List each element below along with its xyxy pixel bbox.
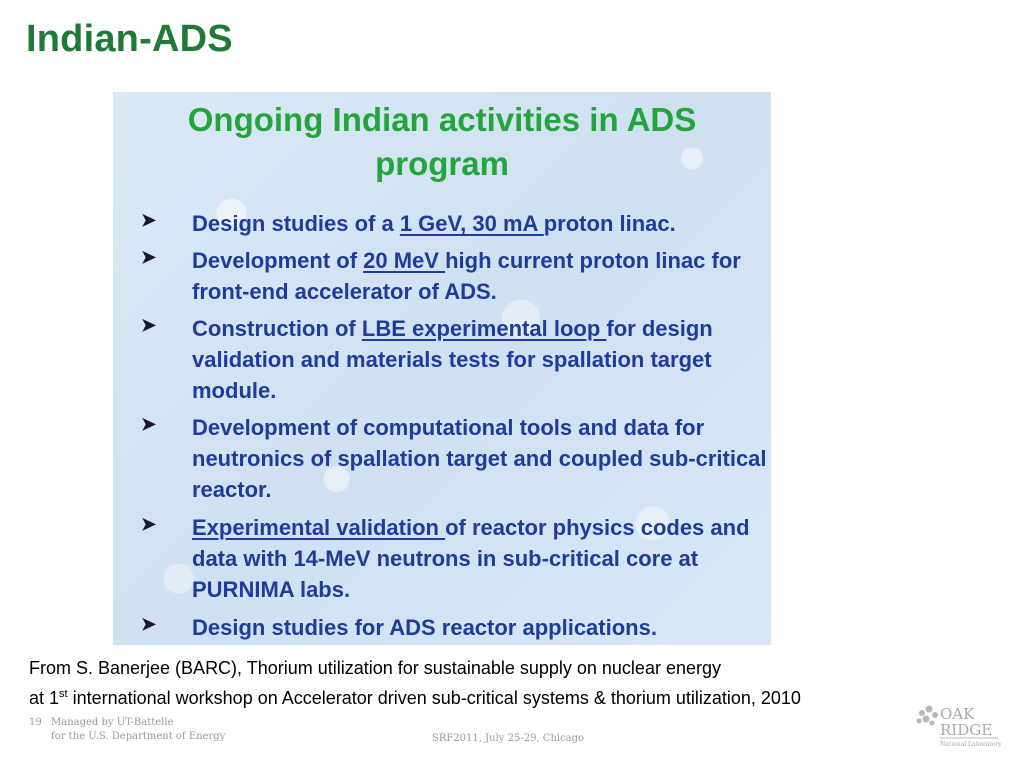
arrow-bullet-icon: ➤ bbox=[141, 614, 157, 634]
source-caption bbox=[29, 655, 801, 711]
bullet-text: Design studies of a 1 GeV, 30 mA proton linac. bbox=[192, 211, 676, 236]
bullet-text: Construction of LBE experimental loop for design validation and materials tests for spallation target module. bbox=[192, 316, 713, 403]
bullet-list bbox=[113, 92, 771, 645]
slide-title: Indian-ADS bbox=[26, 18, 233, 60]
arrow-bullet-icon: ➤ bbox=[141, 315, 157, 335]
footer-event: SRF2011, July 25-29, Chicago bbox=[432, 733, 585, 744]
caption-line2: at 1st international workshop on Accelerator driven sub-critical systems & thorium utilization, 2010 bbox=[29, 688, 801, 708]
caption-line1: From S. Banerjee (BARC), Thorium utilization for sustainable supply on nuclear energy bbox=[29, 658, 721, 678]
svg-text:OAK: OAK bbox=[940, 705, 975, 723]
arrow-bullet-icon: ➤ bbox=[141, 210, 157, 230]
page-number: 19 bbox=[29, 717, 42, 728]
bullet-text: Development of 20 MeV high current proton linac for front-end accelerator of ADS. bbox=[192, 248, 741, 304]
managed-line2: for the U.S. Department of Energy bbox=[51, 731, 226, 742]
ads-activities-panel bbox=[113, 92, 771, 645]
arrow-bullet-icon: ➤ bbox=[141, 247, 157, 267]
managed-line1: Managed by UT-Battelle bbox=[51, 717, 174, 728]
svg-text:National Laboratory: National Laboratory bbox=[940, 741, 1002, 748]
arrow-bullet-icon: ➤ bbox=[141, 414, 157, 434]
panel-heading-line2: program bbox=[375, 145, 509, 182]
bullet-text: Design studies for ADS reactor applications. bbox=[192, 615, 657, 640]
panel-heading-line1: Ongoing Indian activities in ADS bbox=[187, 101, 697, 138]
svg-text:RIDGE: RIDGE bbox=[940, 721, 993, 739]
bullet-text: Experimental validation of reactor physics codes and data with 14-MeV neutrons in sub-critical core at PURNIMA labs. bbox=[192, 515, 750, 602]
oak-ridge-logo-icon bbox=[912, 701, 1004, 749]
bullet-text: Development of computational tools and data for neutronics of spallation target and coupled sub-critical reactor. bbox=[192, 415, 767, 502]
footer-managed-by bbox=[29, 716, 225, 744]
arrow-bullet-icon: ➤ bbox=[141, 514, 157, 534]
